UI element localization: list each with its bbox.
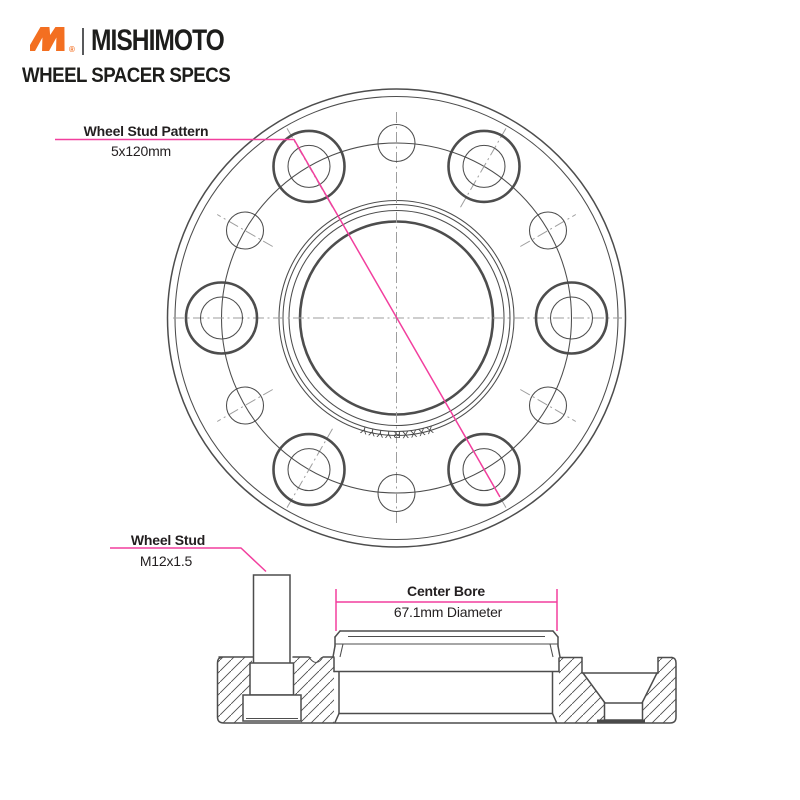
page-title: WHEEL SPACER SPECS xyxy=(22,63,231,87)
wheel-stud-value: M12x1.5 xyxy=(139,553,193,569)
side-view-cross-section xyxy=(110,532,676,723)
stud-pattern-value: 5x120mm xyxy=(110,143,172,159)
brand-name: MISHIMOTO xyxy=(90,24,224,57)
registered-trademark: ® xyxy=(69,44,75,54)
stud-head xyxy=(243,695,301,721)
lug-seat xyxy=(597,720,645,724)
stud-pattern-label: Wheel Stud Pattern xyxy=(83,123,209,139)
engraved-part-number: XXXXRYYYY xyxy=(358,422,435,441)
center-bore-label: Center Bore xyxy=(407,583,485,599)
lug-hole-throat xyxy=(605,703,643,720)
wheel-stud xyxy=(243,575,301,721)
top-view-spacer-face xyxy=(55,89,626,547)
stud-shaft xyxy=(254,575,291,663)
stud-spline xyxy=(250,663,294,695)
wheel-stud-label: Wheel Stud xyxy=(130,532,206,548)
center-bore-value: 67.1mm Diameter xyxy=(393,604,503,620)
